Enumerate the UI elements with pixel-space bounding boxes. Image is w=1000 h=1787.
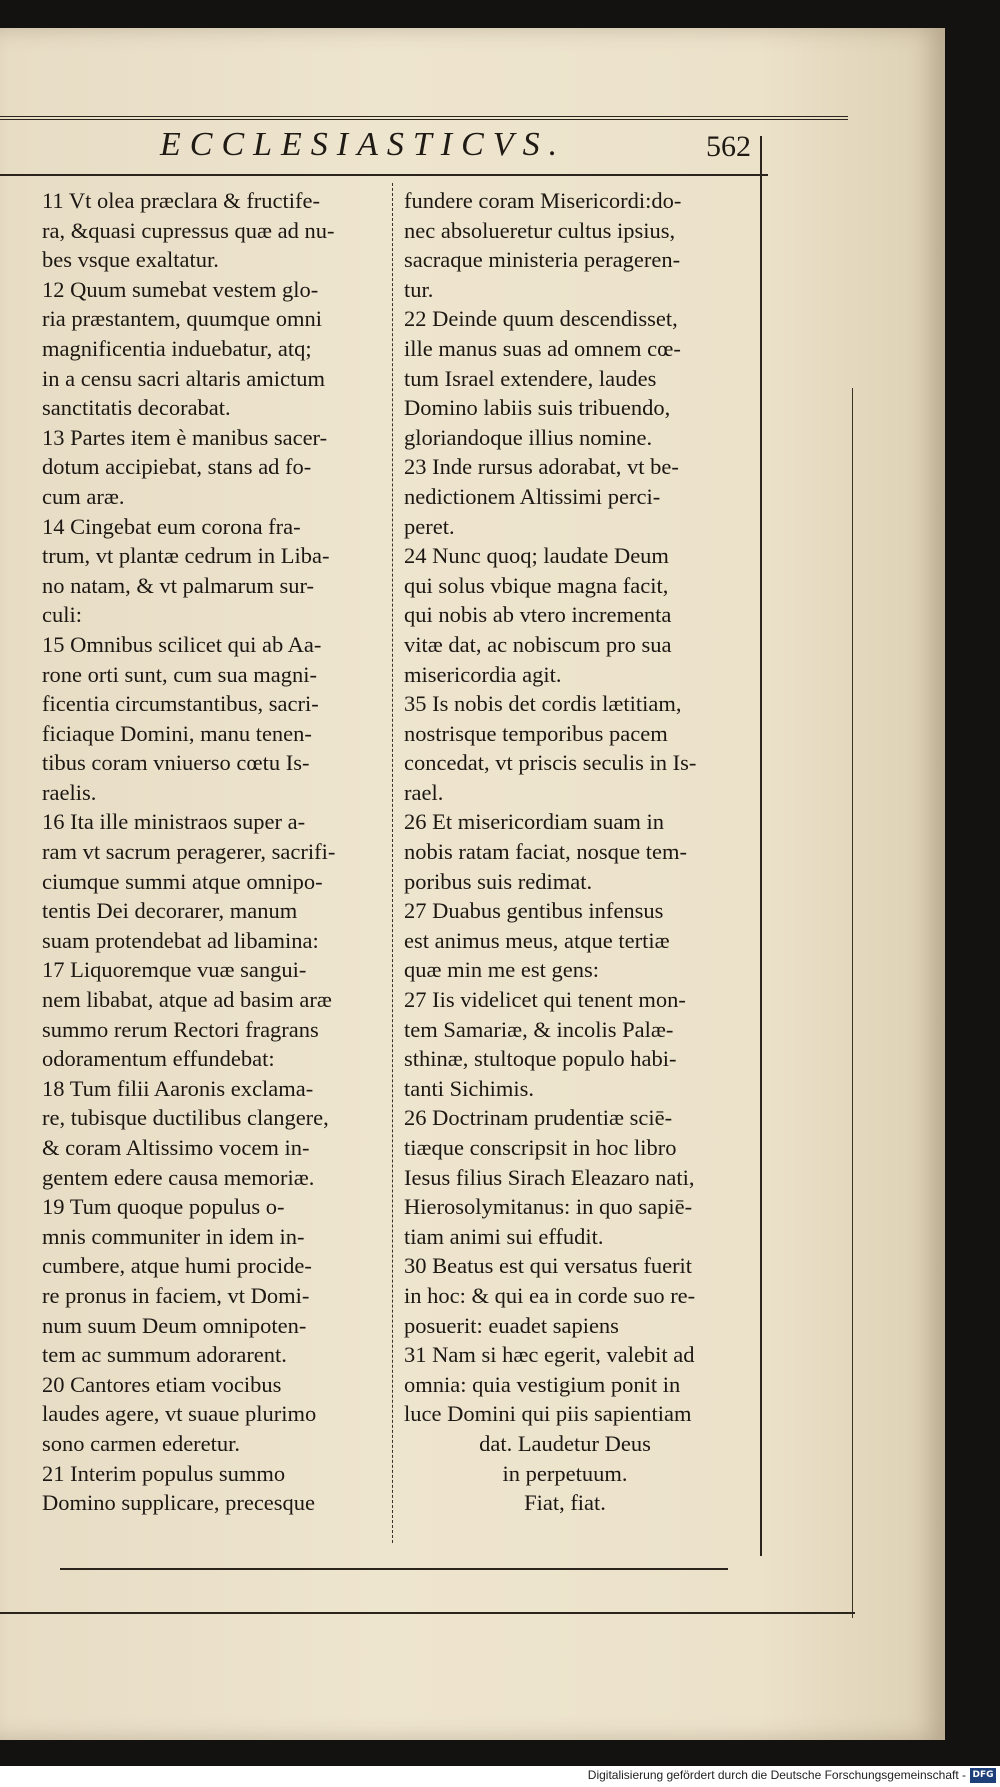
text-line: trum, vt plantæ cedrum in Liba- — [42, 543, 330, 569]
text-line: misericordia agit. — [404, 661, 562, 687]
text-line: dotum accipiebat, stans ad fo- — [42, 454, 312, 480]
text-line: ram vt sacrum peragerer, sacrifi- — [42, 839, 336, 865]
text-line: gentem edere causa memoriæ. — [42, 1164, 315, 1190]
text-line: tur. — [404, 276, 434, 302]
text-line: 19 Tum quoque populus o- — [42, 1194, 285, 1220]
text-line: summo rerum Rectori fragrans — [42, 1016, 319, 1042]
running-head — [0, 126, 848, 170]
text-line: tiam animi sui effudit. — [404, 1223, 604, 1249]
text-line: odoramentum effundebat: — [42, 1046, 275, 1072]
column-divider — [392, 183, 393, 1543]
text-line: ille manus suas ad omnem cœ- — [404, 335, 681, 361]
text-line: tum Israel extendere, laudes — [404, 365, 657, 391]
footer-credit: Digitalisierung gefördert durch die Deutsche Forschungsgemeinschaft - — [587, 1768, 966, 1782]
text-line: nobis ratam faciat, nosque tem- — [404, 839, 688, 865]
text-line: posuerit: euadet sapiens — [404, 1312, 619, 1338]
text-line: 20 Cantores etiam vocibus — [42, 1371, 282, 1397]
bottom-frame-rule — [0, 1612, 855, 1614]
text-line: sthinæ, stultoque populo habi- — [404, 1046, 677, 1072]
text-line: in a censu sacri altaris amictum — [42, 365, 326, 391]
text-line: gloriandoque illius nomine. — [404, 424, 653, 450]
book-page — [0, 28, 945, 1740]
closing-line: in perpetuum. — [502, 1460, 628, 1486]
text-line: bes vsque exaltatur. — [42, 247, 219, 273]
text-line: 35 Is nobis det cordis lætitiam, — [404, 691, 682, 717]
text-line: tentis Dei decorarer, manum — [42, 898, 298, 924]
text-line: fundere coram Misericordi:do- — [404, 188, 682, 213]
text-line: vitæ dat, ac nobiscum pro sua — [404, 631, 672, 657]
text-line: sono carmen ederetur. — [42, 1430, 241, 1456]
text-line: luce Domini qui piis sapientiam — [404, 1401, 692, 1427]
text-line: quæ min me est gens: — [404, 957, 599, 983]
left-column — [42, 186, 392, 1518]
text-line: 17 Liquoremque vuæ sangui- — [42, 957, 307, 983]
text-line: sanctitatis decorabat. — [42, 395, 231, 421]
text-line: 12 Quum sumebat vestem glo- — [42, 276, 319, 302]
text-line: magnificentia induebatur, atq; — [42, 335, 312, 361]
running-title: ECCLESIASTICVS. — [160, 126, 567, 163]
text-line: re, tubisque ductilibus clangere, — [42, 1105, 329, 1131]
right-margin-rule — [760, 136, 762, 1556]
text-line: concedat, vt priscis seculis in Is- — [404, 750, 697, 776]
text-line: qui solus vbique magna facit, — [404, 572, 669, 598]
text-line: poribus suis redimat. — [404, 868, 593, 894]
text-line: 18 Tum filii Aaronis exclama- — [42, 1075, 314, 1101]
text-line: 27 Iis videlicet qui tenent mon- — [404, 987, 686, 1013]
text-line: no natam, & vt palmarum sur- — [42, 572, 314, 598]
text-line: omnia: quia vestigium ponit in — [404, 1371, 681, 1397]
text-line: 31 Nam si hæc egerit, valebit ad — [404, 1342, 695, 1368]
text-line: in hoc: & qui ea in corde suo re- — [404, 1282, 696, 1308]
text-line: 27 Duabus gentibus infensus — [404, 898, 664, 924]
text-line: tem Samariæ, & incolis Palæ- — [404, 1016, 674, 1042]
text-line: 26 Doctrinam prudentiæ sciē- — [404, 1105, 673, 1131]
text-line: rone orti sunt, cum sua magni- — [42, 661, 317, 687]
text-line: cum aræ. — [42, 483, 125, 509]
text-line: ficiaque Domini, manu tenen- — [42, 720, 312, 746]
text-line: ficentia circumstantibus, sacri- — [42, 691, 319, 717]
text-line: rael. — [404, 779, 444, 805]
text-line: peret. — [404, 513, 455, 539]
text-line: mnis communiter in idem in- — [42, 1223, 305, 1249]
closing-line: dat. Laudetur Deus — [479, 1430, 651, 1456]
text-line: cumbere, atque humi procide- — [42, 1253, 312, 1279]
text-line: culi: — [42, 602, 82, 628]
head-rule — [0, 174, 768, 176]
text-line: suam protendebat ad libamina: — [42, 927, 319, 953]
text-line: num suum Deum omnipoten- — [42, 1312, 307, 1338]
text-line: 26 Et misericordiam suam in — [404, 809, 664, 835]
outer-margin-rule — [852, 388, 853, 1618]
text-line: & coram Altissimo vocem in- — [42, 1135, 310, 1160]
text-line: ra, &quasi cupressus quæ ad nu- — [42, 217, 335, 243]
text-line: ciumque summi atque omnipo- — [42, 868, 323, 894]
text-line: Hierosolymitanus: in quo sapiē- — [404, 1194, 693, 1220]
text-line: tibus coram vniuerso cœtu Is- — [42, 750, 310, 776]
text-line: nostrisque temporibus pacem — [404, 720, 668, 746]
top-double-rule — [0, 116, 848, 120]
text-line: 13 Partes item è manibus sacer- — [42, 424, 328, 450]
text-line: 15 Omnibus scilicet qui ab Aa- — [42, 631, 322, 657]
text-line: 30 Beatus est qui versatus fuerit — [404, 1253, 693, 1279]
page-number: 562 — [706, 130, 751, 163]
text-line: nedictionem Altissimi perci- — [404, 483, 661, 509]
text-line: Iesus filius Sirach Eleazaro nati, — [404, 1164, 695, 1190]
text-line: tanti Sichimis. — [404, 1075, 535, 1101]
text-line: re pronus in faciem, vt Domi- — [42, 1282, 310, 1308]
text-line: tem ac summum adorarent. — [42, 1342, 287, 1368]
text-line: 14 Cingebat eum corona fra- — [42, 513, 301, 539]
text-line: 23 Inde rursus adorabat, vt be- — [404, 454, 679, 480]
text-line: 21 Interim populus summo — [42, 1460, 286, 1486]
dfg-logo: DFG — [970, 1768, 996, 1783]
digitization-footer — [0, 1766, 1000, 1787]
text-line: Domino supplicare, precesque — [42, 1490, 316, 1516]
text-line: sacraque ministeria perageren- — [404, 247, 681, 273]
bottom-rule — [60, 1568, 728, 1570]
text-line: ria præstantem, quumque omni — [42, 306, 322, 332]
text-line: Domino labiis suis tribuendo, — [404, 395, 671, 421]
right-column — [404, 186, 756, 1518]
text-line: 16 Ita ille ministraos super a- — [42, 809, 306, 835]
text-line: laudes agere, vt suaue plurimo — [42, 1401, 317, 1427]
text-line: tiæque conscripsit in hoc libro — [404, 1135, 677, 1160]
text-line: 22 Deinde quum descendisset, — [404, 306, 678, 332]
text-line: raelis. — [42, 779, 97, 805]
closing-line: Fiat, fiat. — [524, 1490, 606, 1516]
text-line: nec absolueretur cultus ipsius, — [404, 217, 676, 243]
text-line: nem libabat, atque ad basim aræ — [42, 987, 332, 1013]
text-line: qui nobis ab vtero incrementa — [404, 602, 672, 628]
text-line: 11 Vt olea præclara & fructife- — [42, 188, 321, 213]
text-line: est animus meus, atque tertiæ — [404, 927, 670, 953]
text-line: 24 Nunc quoq; laudate Deum — [404, 543, 669, 569]
